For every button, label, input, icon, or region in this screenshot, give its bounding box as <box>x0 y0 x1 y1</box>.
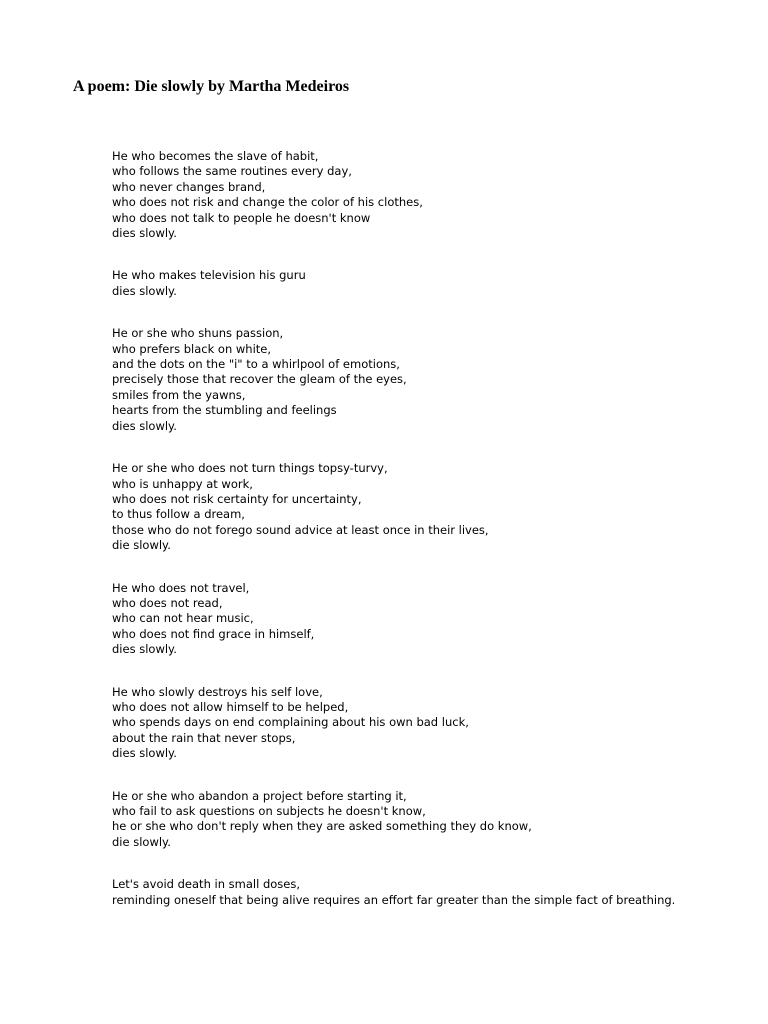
poem-line: He who slowly destroys his self love, <box>112 684 323 699</box>
poem-line: hearts from the stumbling and feelings <box>112 403 337 418</box>
poem-body <box>112 149 752 935</box>
poem-line: and the dots on the "i" to a whirlpool of emotions, <box>112 357 400 372</box>
poem-line: smiles from the yawns, <box>112 387 246 402</box>
poem-stanza <box>112 877 752 908</box>
poem-stanza <box>112 461 752 553</box>
poem-stanza <box>112 268 752 299</box>
poem-stanza <box>112 789 752 851</box>
poem-line: dies slowly. <box>112 746 177 761</box>
poem-line: He who does not travel, <box>112 580 250 595</box>
poem-line: who does not read, <box>112 595 223 610</box>
poem-line: dies slowly. <box>112 226 177 241</box>
poem-stanza <box>112 149 752 241</box>
poem-line: He or she who does not turn things topsy-turvy, <box>112 461 388 476</box>
poem-line: He who becomes the slave of habit, <box>112 149 319 163</box>
poem-line: He or she who shuns passion, <box>112 326 284 341</box>
poem-stanza <box>112 581 752 658</box>
poem-line: to thus follow a dream, <box>112 507 245 522</box>
poem-line: those who do not forego sound advice at least once in their lives, <box>112 522 489 537</box>
poem-line: die slowly. <box>112 538 171 553</box>
poem-line: die slowly. <box>112 834 171 849</box>
poem-title: A poem: Die slowly by Martha Medeiros <box>73 78 350 95</box>
poem-line: who follows the same routines every day, <box>112 164 352 179</box>
poem-line: who does not risk and change the color of his clothes, <box>112 195 423 210</box>
poem-line: who does not talk to people he doesn't know <box>112 210 371 225</box>
poem-line: dies slowly. <box>112 283 177 298</box>
poem-line: about the rain that never stops, <box>112 730 296 745</box>
poem-line: Let's avoid death in small doses, <box>112 877 300 892</box>
poem-line: He or she who abandon a project before starting it, <box>112 788 407 803</box>
poem-stanza <box>112 326 752 434</box>
poem-line: who does not risk certainty for uncertainty, <box>112 491 362 506</box>
poem-line: who does not find grace in himself, <box>112 626 315 641</box>
poem-line: precisely those that recover the gleam of the eyes, <box>112 372 407 387</box>
poem-line: dies slowly. <box>112 642 177 657</box>
poem-line: who is unhappy at work, <box>112 476 253 491</box>
poem-line: he or she who don't reply when they are asked something they do know, <box>112 819 532 834</box>
poem-line: who spends days on end complaining about his own bad luck, <box>112 715 469 730</box>
poem-line: reminding oneself that being alive requires an effort far greater than the simple fact of breathing. <box>112 892 676 907</box>
poem-line: dies slowly. <box>112 418 177 433</box>
poem-line: who prefers black on white, <box>112 341 272 356</box>
poem-line: who does not allow himself to be helped, <box>112 699 349 714</box>
poem-line: He who makes television his guru <box>112 268 306 283</box>
poem-line: who can not hear music, <box>112 611 254 626</box>
poem-line: who never changes brand, <box>112 179 266 194</box>
poem-stanza <box>112 685 752 762</box>
poem-line: who fail to ask questions on subjects he doesn't know, <box>112 804 426 818</box>
